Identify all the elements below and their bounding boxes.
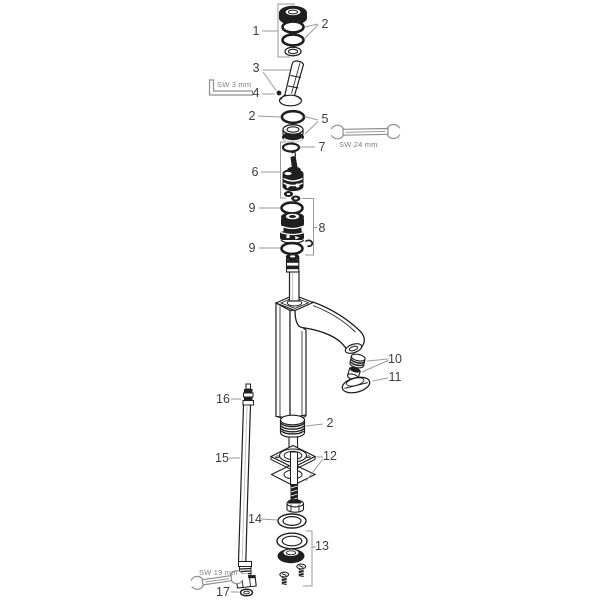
callout-2-top: 2 bbox=[321, 17, 329, 31]
drain-o-ring-bottom bbox=[282, 243, 303, 254]
callout-12: 12 bbox=[323, 449, 337, 463]
body-seal-ring bbox=[281, 415, 305, 425]
wrench-24-size: SW 24 mm bbox=[339, 140, 378, 149]
cap-o-ring bbox=[282, 111, 304, 123]
set-screw bbox=[277, 91, 282, 96]
part-handle bbox=[210, 61, 304, 106]
callout-16: 16 bbox=[216, 392, 230, 406]
callout-2-body: 2 bbox=[326, 416, 334, 430]
spout-cap-dome bbox=[341, 375, 372, 396]
allen-key-size: SW 3 mm bbox=[217, 80, 252, 89]
o-ring-top-a bbox=[283, 22, 304, 33]
handle-lever bbox=[285, 61, 304, 97]
pipe-connector-top bbox=[243, 384, 254, 405]
threaded-rod bbox=[291, 452, 298, 485]
callout-14: 14 bbox=[248, 512, 262, 526]
mount-screw-right bbox=[297, 564, 306, 577]
mount-screw-left bbox=[280, 572, 289, 585]
spout-seal-ring bbox=[349, 353, 365, 369]
callout-5: 5 bbox=[321, 112, 329, 126]
callout-7: 7 bbox=[318, 140, 326, 154]
callout-17: 17 bbox=[216, 585, 230, 599]
callout-4: 4 bbox=[252, 86, 260, 100]
cartridge-stem bbox=[291, 156, 298, 169]
part-cap-nut bbox=[249, 109, 405, 149]
wrench-24-icon bbox=[326, 125, 406, 139]
callout-9-top: 9 bbox=[248, 201, 256, 215]
drain-clip bbox=[306, 240, 313, 246]
cartridge-o-ring bbox=[283, 144, 299, 152]
callout-1: 1 bbox=[252, 24, 260, 38]
callout-13: 13 bbox=[315, 539, 329, 553]
wrench-19-size: SW 19 mm bbox=[199, 568, 238, 577]
cartridge-connector-pipe bbox=[290, 272, 300, 302]
part-seal-set bbox=[253, 4, 329, 57]
callout-2-cap: 2 bbox=[248, 109, 256, 123]
o-ring-top-b bbox=[283, 35, 304, 46]
callout-11: 11 bbox=[388, 370, 402, 384]
part-cartridge bbox=[252, 140, 326, 202]
callout-8: 8 bbox=[318, 221, 326, 235]
drain-o-ring-top bbox=[282, 203, 303, 214]
part-faucet-body bbox=[276, 254, 364, 419]
part-supply-pipe bbox=[185, 384, 256, 599]
part-mounting-set bbox=[248, 512, 329, 586]
callout-6: 6 bbox=[251, 165, 259, 179]
callout-3: 3 bbox=[252, 61, 260, 75]
part-base-plate bbox=[271, 437, 337, 512]
part-body-seal bbox=[281, 415, 334, 437]
part-drain-set bbox=[249, 199, 326, 256]
callout-10: 10 bbox=[388, 352, 402, 366]
callout-9-bottom: 9 bbox=[248, 241, 256, 255]
part-spout-end bbox=[341, 352, 402, 395]
callout-15: 15 bbox=[215, 451, 229, 465]
